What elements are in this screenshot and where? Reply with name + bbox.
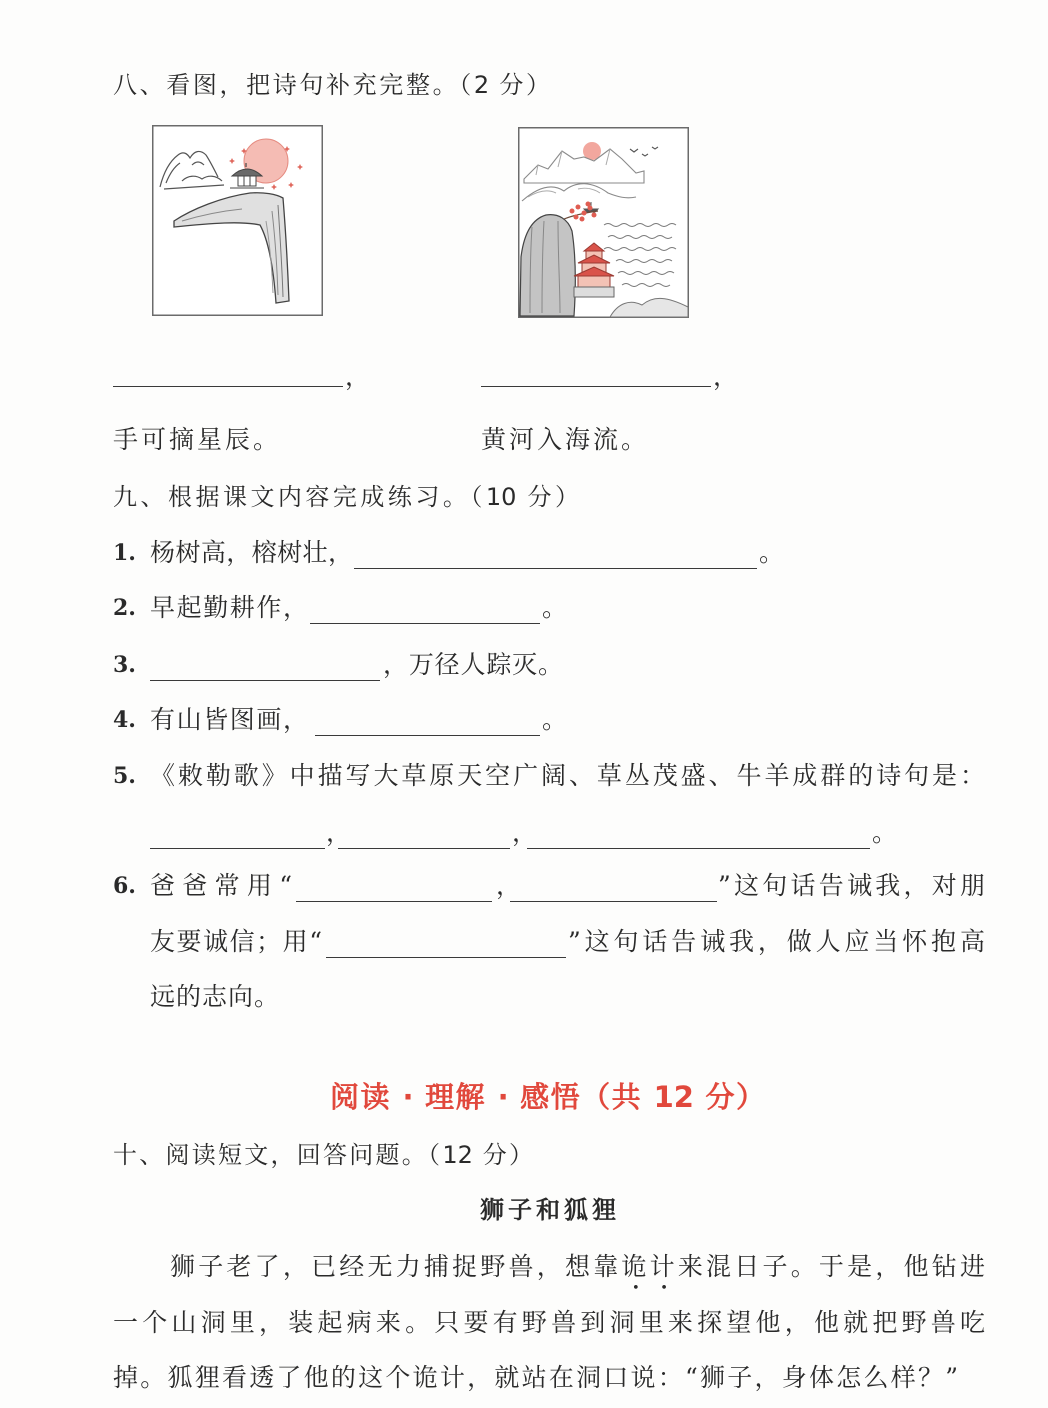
blossom	[570, 209, 575, 214]
poem-line-right: 黄河入海流。	[481, 425, 650, 454]
item-text-before-blank: 有山皆图画，	[150, 705, 308, 734]
answer-blank	[354, 568, 757, 569]
item-text-after-blank: 。	[872, 818, 898, 847]
reading-section-banner-row	[0, 1078, 1048, 1116]
pavilion-body	[238, 176, 256, 186]
answer-blank	[481, 386, 711, 387]
item-text-before-blank: 友要诚信；用“	[150, 927, 322, 956]
item-text-after-blank: ”这句话告诫我，做人应当怀抱高	[568, 927, 985, 956]
answer-blank	[150, 848, 325, 849]
story-paragraph-line	[170, 1250, 985, 1296]
blank-separator: ，	[512, 818, 538, 847]
section-8-heading-row	[0, 68, 1048, 102]
tower-tier	[578, 276, 610, 287]
poem-line-left: 手可摘星辰。	[113, 425, 282, 454]
story-title-row	[0, 1193, 1048, 1227]
question-9-item-6-line-3	[0, 980, 1048, 1014]
story-line-3	[0, 1361, 1048, 1395]
section-9-heading-row	[0, 480, 1048, 514]
blank-end-punctuation: ，	[713, 362, 739, 391]
answer-blank	[310, 623, 540, 624]
answer-blank	[527, 848, 870, 849]
answer-blank	[296, 901, 492, 902]
blossom	[580, 217, 585, 222]
rock-cliff	[520, 215, 575, 316]
story-line-1	[0, 1250, 1048, 1284]
item-number: 5.	[113, 763, 136, 789]
question-9-item-1	[0, 536, 1048, 570]
tower-base	[574, 287, 614, 297]
story-text: 来混日子。于是，他钻进	[677, 1252, 985, 1281]
item-text-after-blank: ”这句话告诫我，对朋	[718, 871, 985, 900]
question-9-item-5-blanks	[0, 816, 1048, 850]
poem-second-line-row	[0, 423, 1048, 457]
item-number: 6.	[113, 873, 136, 899]
item-number: 2.	[113, 595, 136, 621]
item-number: 4.	[113, 707, 136, 733]
item-number: 1.	[113, 540, 136, 566]
section-9-heading: 九、根据课文内容完成练习。（10 分）	[113, 483, 579, 511]
section-10-heading-row	[0, 1138, 1048, 1172]
item-text: 远的志向。	[150, 982, 281, 1011]
blank-separator: ，	[326, 818, 352, 847]
blossom	[582, 211, 587, 216]
story-line-2	[0, 1306, 1048, 1340]
poem-blank-row	[0, 360, 1048, 394]
story-title: 狮子和狐狸	[480, 1196, 620, 1224]
blossom	[586, 202, 591, 207]
item-text-after-blank: 。	[542, 593, 568, 622]
item-prompt: 《敕勒歌》中描写大草原天空广阔、草丛茂盛、牛羊成群的诗句是：	[150, 761, 985, 790]
reading-section-banner: 阅读 · 理解 · 感悟（共 12 分）	[330, 1080, 765, 1114]
section-10-heading: 十、阅读短文，回答问题。（12 分）	[113, 1141, 533, 1169]
item-text-before-blank: 杨树高，榕树壮，	[150, 538, 353, 567]
item-text-after-blank: 。	[542, 705, 568, 734]
story-paragraph-line: 掉。狐狸看透了他的这个诡计，就站在洞口说：“狮子，身体怎么样？”	[113, 1363, 958, 1392]
section-8-heading: 八、看图，把诗句补充完整。（2 分）	[113, 71, 550, 99]
blossom	[592, 213, 597, 218]
blank-separator: ，	[496, 871, 522, 900]
question-9-item-2	[0, 591, 1048, 625]
story-paragraph-line: 一个山洞里，装起病来。只要有野兽到洞里来探望他，他就把野兽吃	[113, 1308, 985, 1337]
question-9-item-5	[0, 759, 1048, 793]
blossom	[574, 215, 579, 220]
answer-blank	[315, 735, 540, 736]
answer-blank	[326, 957, 566, 958]
item-text-before-blank: 爸爸常用“	[150, 871, 292, 900]
item-text-after-blank: 。	[759, 538, 785, 567]
question-9-item-4	[0, 703, 1048, 737]
question-9-item-6-line-1	[0, 869, 1048, 903]
blank-end-punctuation: ，	[345, 362, 371, 391]
item-text-before-blank: 早起勤耕作，	[150, 593, 308, 622]
river-tower-mountains-illustration	[518, 127, 689, 318]
blossom	[576, 205, 581, 210]
question-9-item-3	[0, 648, 1048, 682]
item-text-after-blank: ，万径人踪灭。	[383, 650, 563, 679]
story-text: 狮子老了，已经无力捕捉野兽，想靠	[170, 1252, 622, 1281]
answer-blank	[510, 901, 717, 902]
answer-blank	[150, 680, 380, 681]
question-9-item-6-line-2	[0, 925, 1048, 959]
answer-blank	[338, 848, 510, 849]
cliff-pavilion-sun-illustration	[152, 125, 323, 316]
item-number: 3.	[113, 652, 136, 678]
emphasized-word: 诡计	[621, 1252, 678, 1281]
answer-blank	[113, 386, 343, 387]
